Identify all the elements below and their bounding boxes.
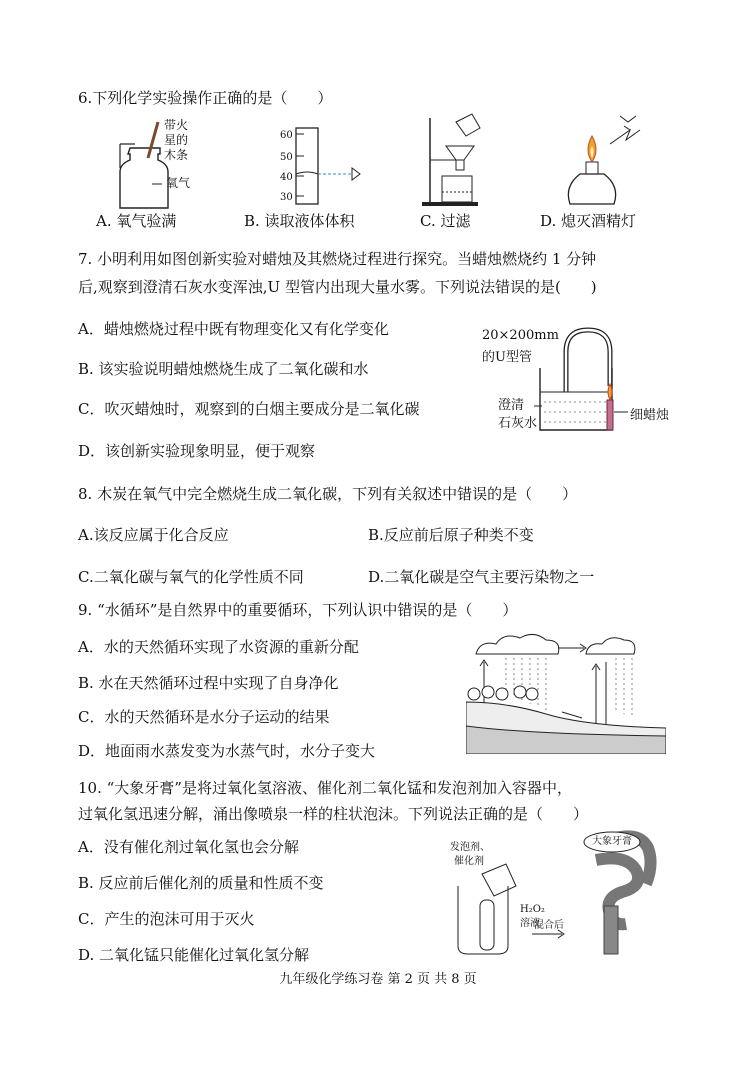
limewater-label-1: 澄清	[498, 398, 525, 413]
q8-option-b[interactable]: B.反应前后原子种类不变	[368, 526, 534, 544]
q8-option-a[interactable]: A.该反应属于化合反应	[78, 526, 229, 544]
u-tube-label-1: 20×200mm	[482, 328, 559, 343]
elephant-toothpaste-label: 大象牙膏	[592, 836, 632, 847]
q10-stem-line2: 过氧化氢迅速分解，涌出像喷泉一样的柱状泡沫。下列说法正确的是（ ）	[78, 805, 589, 823]
q6-option-c[interactable]: C. 过滤	[420, 212, 471, 230]
q7-figure	[480, 322, 690, 438]
q9-option-a[interactable]: A．水的天然循环实现了水资源的重新分配	[78, 638, 359, 656]
q7-option-c[interactable]: C．吹灭蜡烛时，观察到的白烟主要成分是二氧化碳	[78, 400, 420, 418]
q6-figure-b	[268, 124, 368, 208]
q10-stem-line1: 10. “大象牙膏”是将过氧化氢溶液、催化剂二氧化锰和发泡剂加入容器中，	[78, 779, 572, 797]
solution-label: 溶液	[520, 918, 540, 929]
oxygen-label: 氧气	[166, 176, 191, 190]
q7-stem-line1: 7. 小明利用如图创新实验对蜡烛及其燃烧过程进行探究。当蜡烛燃烧约 1 分钟	[78, 250, 597, 268]
mixed-label: 混合后	[534, 920, 564, 931]
q9-option-b[interactable]: B. 水在天然循环过程中实现了自身净化	[78, 674, 339, 692]
q9-water-cycle-figure	[466, 632, 666, 754]
h2o2-label: H₂O₂	[520, 904, 545, 915]
splint-label-3: 木条	[164, 148, 189, 162]
q6-option-a[interactable]: A. 氧气验满	[96, 212, 177, 230]
candle-label: 细蜡烛	[630, 408, 670, 423]
q6-option-b[interactable]: B. 读取液体体积	[244, 212, 355, 230]
q10-option-a[interactable]: A．没有催化剂过氧化氢也会分解	[78, 838, 299, 856]
q7-option-d[interactable]: D．该创新实验现象明显，便于观察	[78, 442, 316, 460]
q7-option-a[interactable]: A．蜡烛燃烧过程中既有物理变化又有化学变化	[78, 320, 389, 338]
u-tube-label-2: 的U型管	[482, 350, 532, 365]
q10-option-d[interactable]: D. 二氧化锰只能催化过氧化氢分解	[78, 946, 310, 964]
q9-option-d[interactable]: D．地面雨水蒸发变为水蒸气时，水分子变大	[78, 742, 376, 760]
q8-option-c[interactable]: C.二氧化碳与氧气的化学性质不同	[78, 568, 304, 586]
q10-figure	[436, 826, 676, 958]
q9-option-c[interactable]: C．水的天然循环是水分子运动的结果	[78, 708, 330, 726]
page-footer: 九年级化学练习卷 第 2 页 共 8 页	[279, 972, 477, 987]
q6-stem: 6.下列化学实验操作正确的是（ ）	[78, 89, 333, 107]
q6-figure-d	[560, 108, 650, 208]
splint-label-1: 带火	[164, 118, 189, 132]
filtration-drawing	[420, 112, 490, 208]
q6-figure-c	[420, 112, 490, 208]
tick-60: 60	[280, 130, 293, 141]
q7-stem-line2: 后,观察到澄清石灰水变浑浊,U 型管内出现大量水雾。下列说法错误的是( )	[78, 278, 597, 296]
foaming-agent-label-1: 发泡剂、	[450, 842, 490, 853]
foaming-agent-label-2: 催化剂	[454, 856, 484, 867]
q8-option-d[interactable]: D.二氧化碳是空气主要污染物之一	[368, 568, 595, 586]
alcohol-lamp-drawing	[560, 108, 650, 208]
water-cycle-drawing	[466, 632, 666, 754]
tick-50: 50	[280, 152, 293, 163]
tick-40: 40	[280, 172, 293, 183]
q9-stem: 9. “水循环”是自然界中的重要循环，下列认识中错误的是（ ）	[78, 601, 518, 619]
splint-label-2: 星的	[164, 133, 189, 147]
q7-option-b[interactable]: B. 该实验说明蜡烛燃烧生成了二氧化碳和水	[78, 360, 369, 378]
tick-30: 30	[280, 192, 293, 203]
q10-option-c[interactable]: C．产生的泡沫可用于灭火	[78, 910, 255, 928]
q8-stem: 8. 木炭在氧气中完全燃烧生成二氧化碳，下列有关叙述中错误的是（ ）	[78, 485, 578, 503]
limewater-label-2: 石灰水	[498, 416, 538, 431]
q10-option-b[interactable]: B. 反应前后催化剂的质量和性质不变	[78, 874, 324, 892]
q6-figure-a	[100, 118, 230, 210]
q6-option-d[interactable]: D. 熄灭酒精灯	[540, 212, 637, 230]
